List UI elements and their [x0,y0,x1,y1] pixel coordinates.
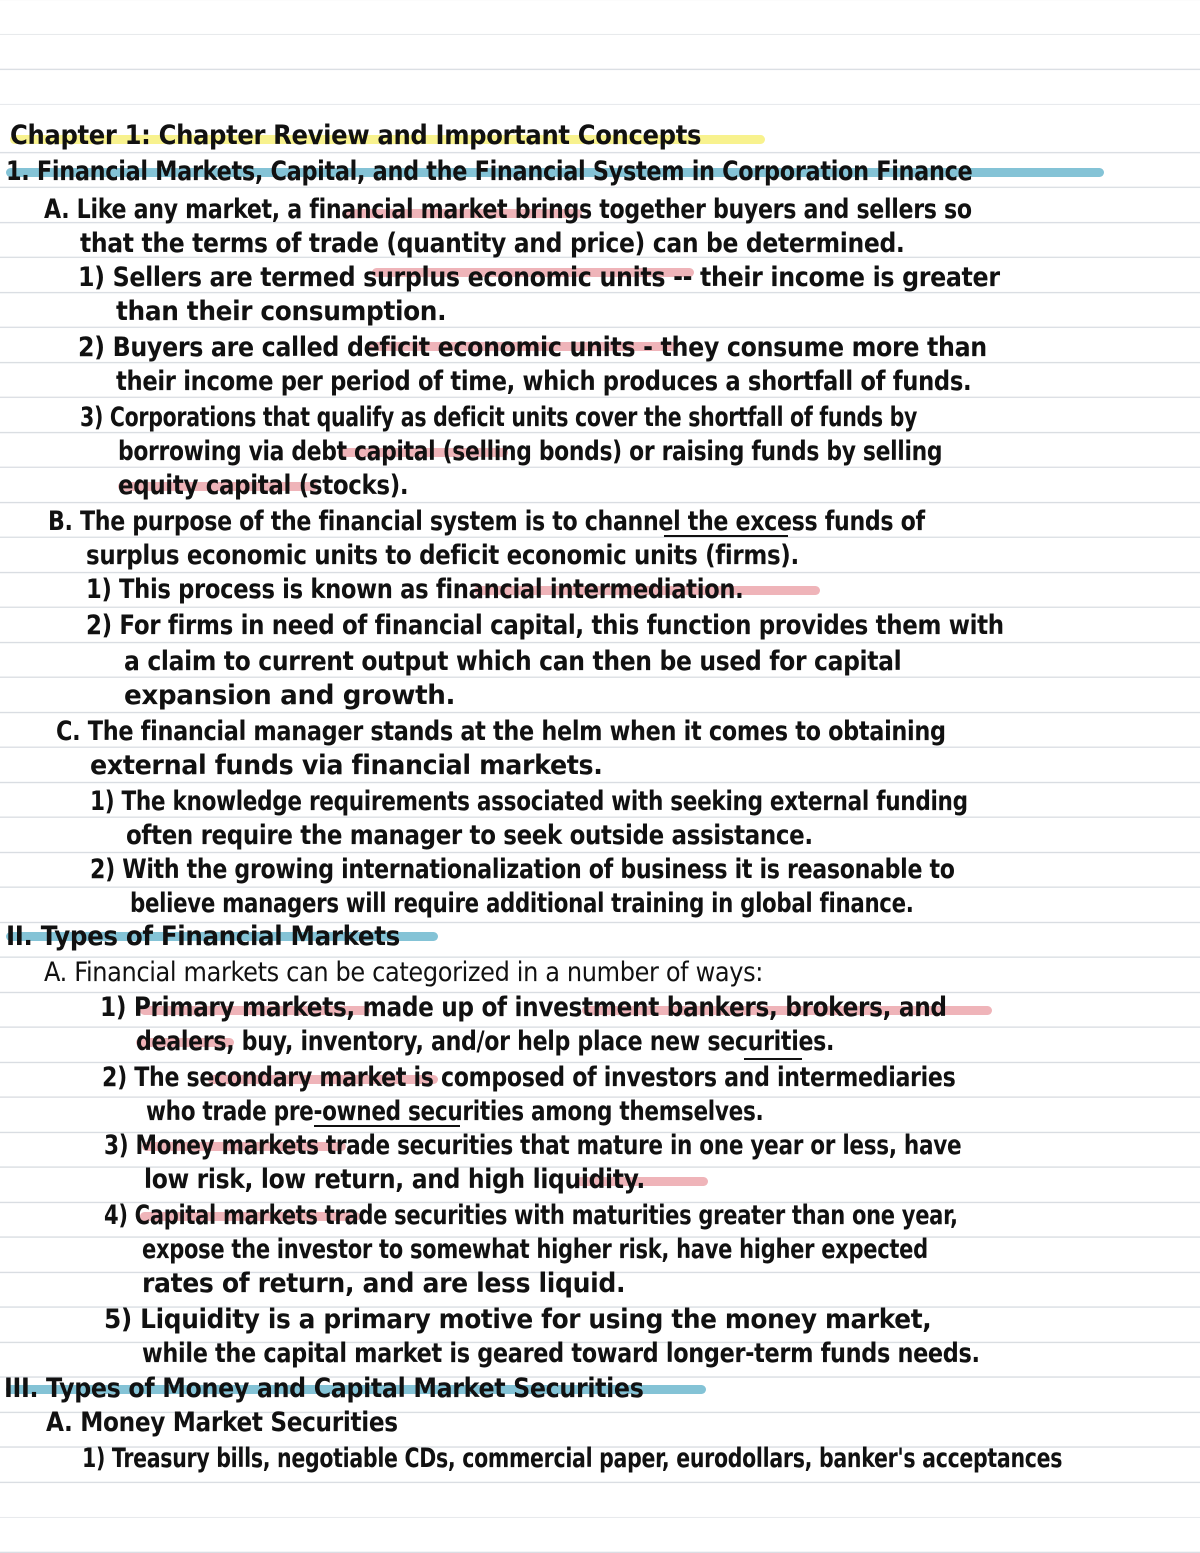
section-1-title: 1. Financial Markets, Capital, and the Financial System in Corporation Finance [6,156,973,187]
note-line: low risk, low return, and high liquidity. [144,1164,646,1195]
note-line: while the capital market is geared toward longer-term funds needs. [142,1338,980,1369]
note-line: 1) Sellers are termed surplus economic units -- their income is greater [78,262,1000,293]
section-2-title: II. Types of Financial Markets [6,921,400,952]
note-line: external funds via financial markets. [90,750,603,781]
note-line: 2) For firms in need of financial capital, this function provides them with [86,610,1004,641]
note-line: 5) Liquidity is a primary motive for using the money market, [104,1304,932,1335]
note-line: 1) The knowledge requirements associated with seeking external funding [90,786,968,817]
note-line: A. Financial markets can be categorized in a number of ways: [44,957,764,988]
note-line: 1) Primary markets, made up of investment bankers, brokers, and [100,992,947,1023]
note-line: 1) This process is known as financial intermediation. [86,574,744,605]
note-line: A. Like any market, a financial market brings together buyers and sellers so [44,194,972,225]
note-line: rates of return, and are less liquid. [142,1268,626,1299]
note-line: expose the investor to somewhat higher risk, have higher expected [142,1234,928,1265]
note-line: that the terms of trade (quantity and price) can be determined. [80,228,905,259]
section-3-title: III. Types of Money and Capital Market Securities [4,1373,644,1404]
note-line: equity capital (stocks). [118,470,409,501]
note-line: A. Money Market Securities [46,1407,398,1438]
note-line: their income per period of time, which produces a shortfall of funds. [116,366,972,397]
note-line: a claim to current output which can then be used for capital [124,646,902,677]
note-line: who trade pre-owned securities among themselves. [146,1096,764,1127]
note-line: 2) The secondary market is composed of investors and intermediaries [102,1062,956,1093]
note-line: than their consumption. [116,296,447,327]
note-line: 3) Corporations that qualify as deficit units cover the shortfall of funds by [80,402,918,433]
note-line: expansion and growth. [124,680,456,711]
note-line: 1) Treasury bills, negotiable CDs, commercial paper, eurodollars, banker's acceptances [82,1443,1063,1474]
note-line: 2) With the growing internationalization of business it is reasonable to [90,854,955,885]
note-line: 4) Capital markets trade securities with maturities greater than one year, [104,1200,958,1231]
note-line: C. The financial manager stands at the helm when it comes to obtaining [56,716,946,747]
note-line: believe managers will require additional training in global finance. [130,888,914,919]
note-line: B. The purpose of the financial system is to channel the excess funds of [48,506,925,537]
notes-heading: Chapter 1: Chapter Review and Important Concepts [10,120,702,151]
note-line: 2) Buyers are called deficit economic units - they consume more than [78,332,987,363]
note-line: often require the manager to seek outside assistance. [126,820,813,851]
note-line: 3) Money markets trade securities that mature in one year or less, have [104,1130,962,1161]
note-line: dealers, buy, inventory, and/or help place new securities. [136,1026,835,1057]
note-line: surplus economic units to deficit economic units (firms). [86,540,799,571]
note-line: borrowing via debt capital (selling bonds) or raising funds by selling [118,436,943,467]
